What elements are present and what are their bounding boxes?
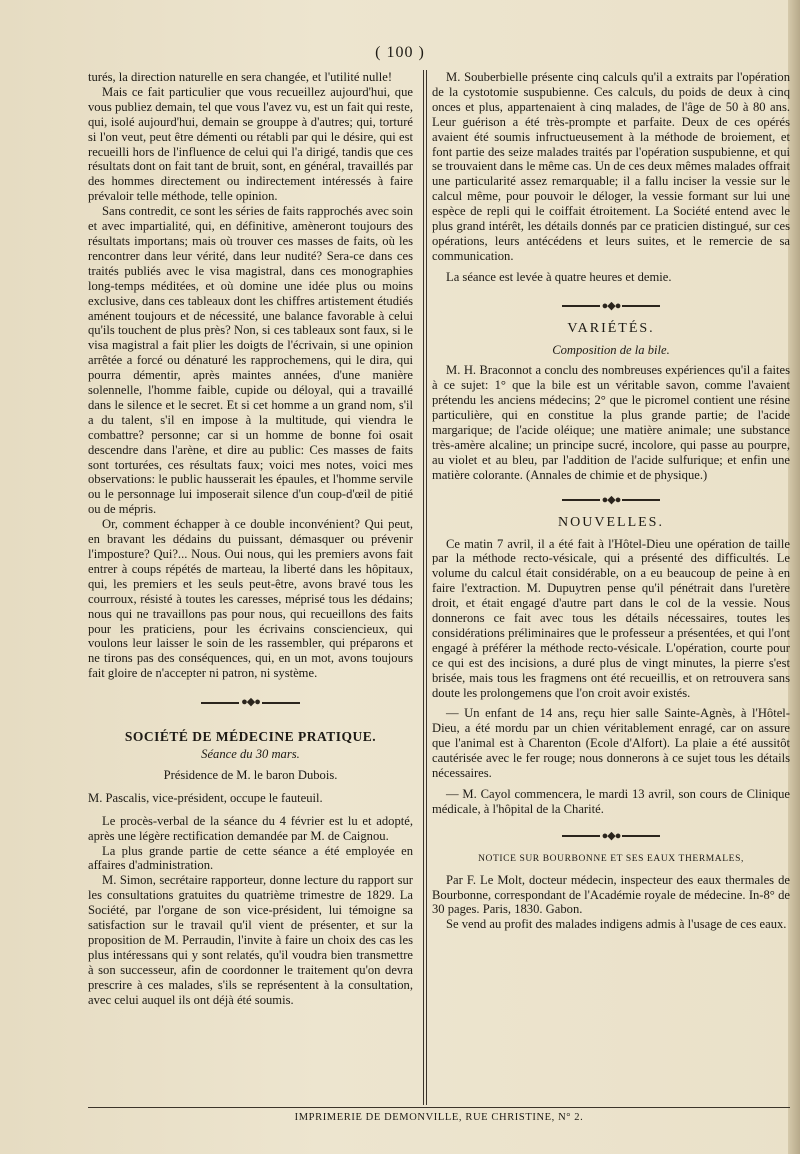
section-ornament: ●◆●: [432, 829, 790, 844]
right-column: [432, 70, 790, 932]
presidence-line: Présidence de M. le baron Dubois.: [163, 767, 338, 782]
paragraph: turés, la direction naturelle en sera changée, et l'utilité nulle!: [88, 70, 393, 84]
notice-title: NOTICE SUR BOURBONNE ET SES EAUX THERMALES,: [478, 853, 744, 864]
section-title-varietes: VARIÉTÉS.: [567, 320, 655, 336]
paragraph: M. Simon, secrétaire rapporteur, donne lecture du rapport sur les consultations gratuites du quatrième trimestre de 1829. La Société, par l'organe de son vice-président, lui témoigne sa satisfaction sur le travail qu'il vient de présenter, et sur la proposition de M. Perraudin, l'invite à faire un choix des cas les plus intéressans qui y sont relatés, qu'il voudra bien transmettre à son successeur, afin de coordonner le traitement qu'on devra prescrire à ces malades, s'ils se représentent à la consultation, avec celui auquel ils ont déjà été soumis.: [88, 873, 413, 1007]
vice-president-line: M. Pascalis, vice-président, occupe le fauteuil.: [88, 790, 323, 805]
paragraph: M. Souberbielle présente cinq calculs qu'il a extraits par l'opération de la cystotomie suspubienne. Ces calculs, du poids de deux à cinq onces et plus, appartenaient à cinq malades, de l'âge de 50 à 80 ans. Leur guérison a été très-prompte et parfaite. Deux de ces opérés avaient été soumis infructueusement à la méthode de broiement, et font partie des seize malades traités par l'opération suspubienne, et qui se trouvaient dans le même cas. Un de ces deux mêmes malades offrait une particularité assez remarquable; il a fallu inciser la vessie sur le calcul même, pour pouvoir le déloger, la vessie formant sur lui une espèce de repli qui le coiffait étroitement. La Société entend avec le plus grand intérêt, les détails donnés par ce praticien distingué, sur ces opérations, leurs antécédens et leurs suites, et le remercie de sa communication.: [432, 70, 790, 263]
left-column: [88, 70, 413, 1007]
paragraph: La plus grande partie de cette séance a été employée en affaires d'administration.: [88, 843, 413, 873]
imprint-footer: IMPRIMERIE DE DEMONVILLE, RUE CHRISTINE, N° 2.: [294, 1112, 584, 1123]
footer-rule: [88, 1107, 790, 1108]
paragraph: M. H. Braconnot a conclu des nombreuses expériences qu'il a faites à ce sujet: 1° que la bile est un véritable savon, comme l'avaient prétendu les anciens médecins; 2° que le picromel contient une résine particulière, qui en constitue la plus grande partie; de l'acide margarique; de l'acide oléique; une matière animale; une substance très-amère alcaline; un principe sucré, incolore, qui passe au pourpre, au violet et au bleu, par l'addition de l'acide sulfurique; et enfin une matière colorante. (Annales de chimie et de physique.): [432, 363, 790, 482]
page-number: ( 100 ): [375, 44, 425, 61]
column-divider-inner: [426, 70, 427, 1105]
column-divider: [423, 70, 424, 1105]
section-title: SOCIÉTÉ DE MÉDECINE PRATIQUE.: [124, 729, 377, 745]
paragraph: — M. Cayol commencera, le mardi 13 avril, son cours de Clinique médicale, à l'hôpital de la Charité.: [432, 787, 790, 816]
subsection-title: Composition de la bile.: [552, 342, 670, 357]
paragraph: Le procès-verbal de la séance du 4 février est lu et adopté, après une légère rectification demandée par M. de Caignou.: [88, 813, 413, 843]
seance-date: Séance du 30 mars.: [201, 746, 300, 761]
paragraph: Par F. Le Molt, docteur médecin, inspecteur des eaux thermales de Bourbonne, correspondant de l'Académie royale de médecine. In-8° de 30 pages. Paris, 1830. Gabon.: [432, 872, 790, 917]
paragraph: Se vend au profit des malades indigens admis à l'usage de ces eaux.: [446, 917, 787, 932]
section-ornament: ●◆●: [88, 695, 413, 710]
paragraph: Ce matin 7 avril, il a été fait à l'Hôtel-Dieu une opération de taille par la méthode recto-vésicale, qui a présenté des difficultés. Le volume du calcul était considérable, on a eu beaucoup de peine à en faire l'extraction. M. Dupuytren pense qu'il pénétrait dans l'uretère droit, et était engagé d'autre part dans le col de la vessie. Nous donnerons ce fait avec tous les détails nécessaires, toutes les considérations préliminaires que le professeur a présentées, et qui l'ont engagé à préférer la méthode recto-vésicale. L'opération, courte pour ce qui est des incisions, a duré plus de vingt minutes, la pierre s'est brisée, mais tous les fragmens ont été recueillis, et on retrouvera sans doute les prolongemens que l'on croit avoir existés.: [432, 536, 790, 700]
paragraph: — Un enfant de 14 ans, reçu hier salle Sainte-Agnès, à l'Hôtel-Dieu, a été mordu par un chien véritablement enragé, car on assure que l'animal est à Charenton (Ecole d'Alfort). La plaie a été aussitôt cautérisée avec le fer rouge; nous donnerons à ce sujet tous les détails nécessaires.: [432, 706, 790, 781]
paragraph: Mais ce fait particulier que vous recueillez aujourd'hui, que vous publiez demain, tel que vous l'avez vu, est un fait qui reste, qui, isolé aujourd'hui, demain se grouppe à d'autres; qui, torturé si l'on veut, peut être démenti ou rétabli par qui le désire, qui est recueilli hors de l'influence de celui qui l'a dirigé, tandis que ces résultats dont on fait tant de bruit, sont, en général, travaillés par des hommes directement ou indirectement intéressés à faire prévaloir telle méthode, telle opinion.: [88, 84, 413, 204]
section-title-nouvelles: NOUVELLES.: [558, 514, 664, 530]
paragraph: Or, comment échapper à ce double inconvénient? Qui peut, en bravant les dédains du puissant, démasquer ou prévenir l'imposture? Qui?... Nous. Oui nous, qui les premiers avons fait entrer à coups répétés de marteau, la liberté dans les hôpitaux, qui, les premiers et les seuls peut-être, avons bravé tous les courroux, résisté à toutes les caresses, méprisé tous les dédains; nous qui ne travaillons pas pour nous, qui recueillons des faits pour les praticiens, pour les écrivains consciencieux, qui voulons leur laisser le soin de les rassembler, qui préparons et ne tirons pas des conséquences, qui, en un mot, avons toujours fait gloire de n'accepter ni patron, ni système.: [88, 517, 413, 681]
section-ornament: ●◆●: [432, 299, 790, 314]
paragraph: Sans contredit, ce sont les séries de faits rapprochés avec soin et avec impartialité, qui, en définitive, amèneront toujours des résultats importans; mais où trouver ces masses de faits, où les rencontrer dans leur vérité, dans leur nudité? Sera-ce dans ces traités publiés avec le visa magistral, dans ces monographies long-temps méditées, et où domine une idée plus ou moins exclusive, dans ces tableaux dont les chiffres artistement étudiés aménent toujours et de nécessité, une balance favorable à celui qu'ils touchent de plus près? Non, si ces tableaux sont faux, si le visa magistral a fait plier les doigts de l'écrivain, si une opinion arrêtée a forcé ou dénaturé les rapprochemens, qui le dira, qui pourra démentir, après maintes années, d'une manière solennelle, l'homme faible, cupide ou déloyal, qui a travaillé dans le silence et le secret. Et si cet homme a un grand nom, s'il a du talent, s'il en impose à la multitude, qui viendra le combattre? personne; car si un homme de bonne foi osait descendre dans l'arène, et dire au public: Ces masses de faits sont torturées, ces résultats faux; voici mes notes, voici mes observations: le public hausserait les épaules, et l'homme servile ou le personnage lui imposerait silence d'un coup-d'œil de pitié ou de mépris.: [88, 204, 413, 517]
seance-close: La séance est levée à quatre heures et demie.: [446, 269, 672, 284]
section-ornament: ●◆●: [432, 493, 790, 508]
